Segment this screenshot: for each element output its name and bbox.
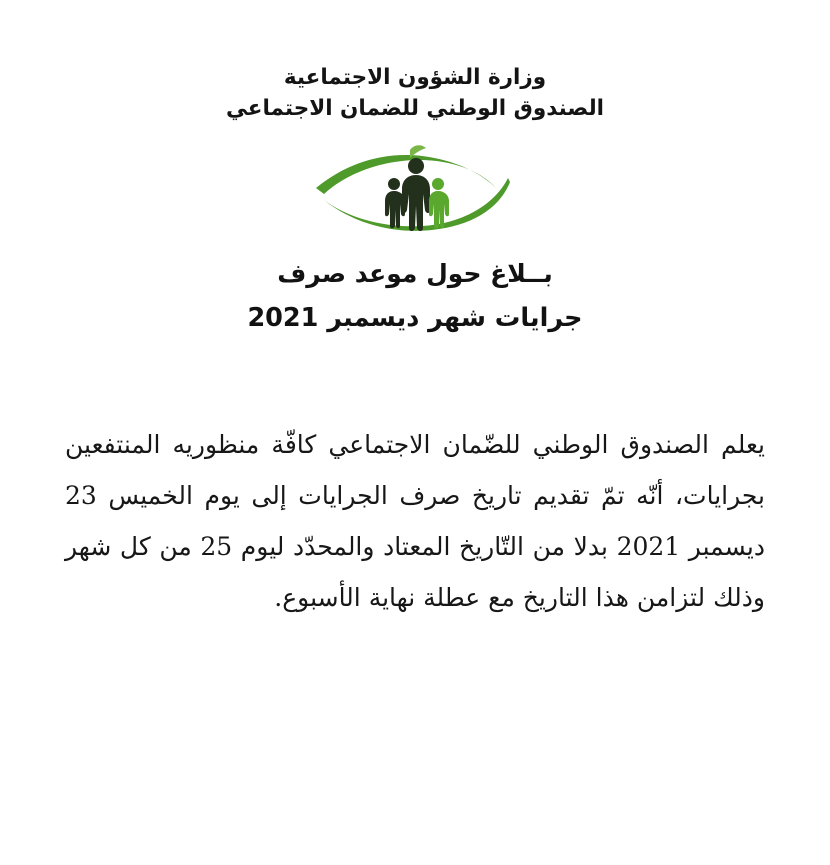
logo-container	[310, 144, 520, 236]
announcement-title	[247, 252, 582, 340]
title-line-2: جرايات شهر ديسمبر 2021	[247, 303, 583, 334]
title-line-1: بــلاغ حول موعد صرف	[277, 259, 553, 289]
cnss-family-logo-icon	[310, 144, 520, 236]
organization-header	[226, 62, 604, 124]
ministry-name: وزارة الشؤون الاجتماعية	[283, 65, 547, 90]
announcement-body	[65, 419, 765, 624]
fund-name: الصندوق الوطني للضمان الاجتماعي	[226, 96, 605, 122]
body-paragraph: يعلم الصندوق الوطني للضّمان الاجتماعي كافّة منظوريه المنتفعين بجرايات، أنّه تمّ تقديم تاريخ صرف الجرايات إلى يوم الخميس 23 ديسمبر 2021 بدلا من التّاريخ المعتاد والمحدّد ليوم 25 من كل شهر وذلك لتزامن هذا التاريخ مع عطلة نهاية الأسبوع.	[65, 429, 765, 613]
